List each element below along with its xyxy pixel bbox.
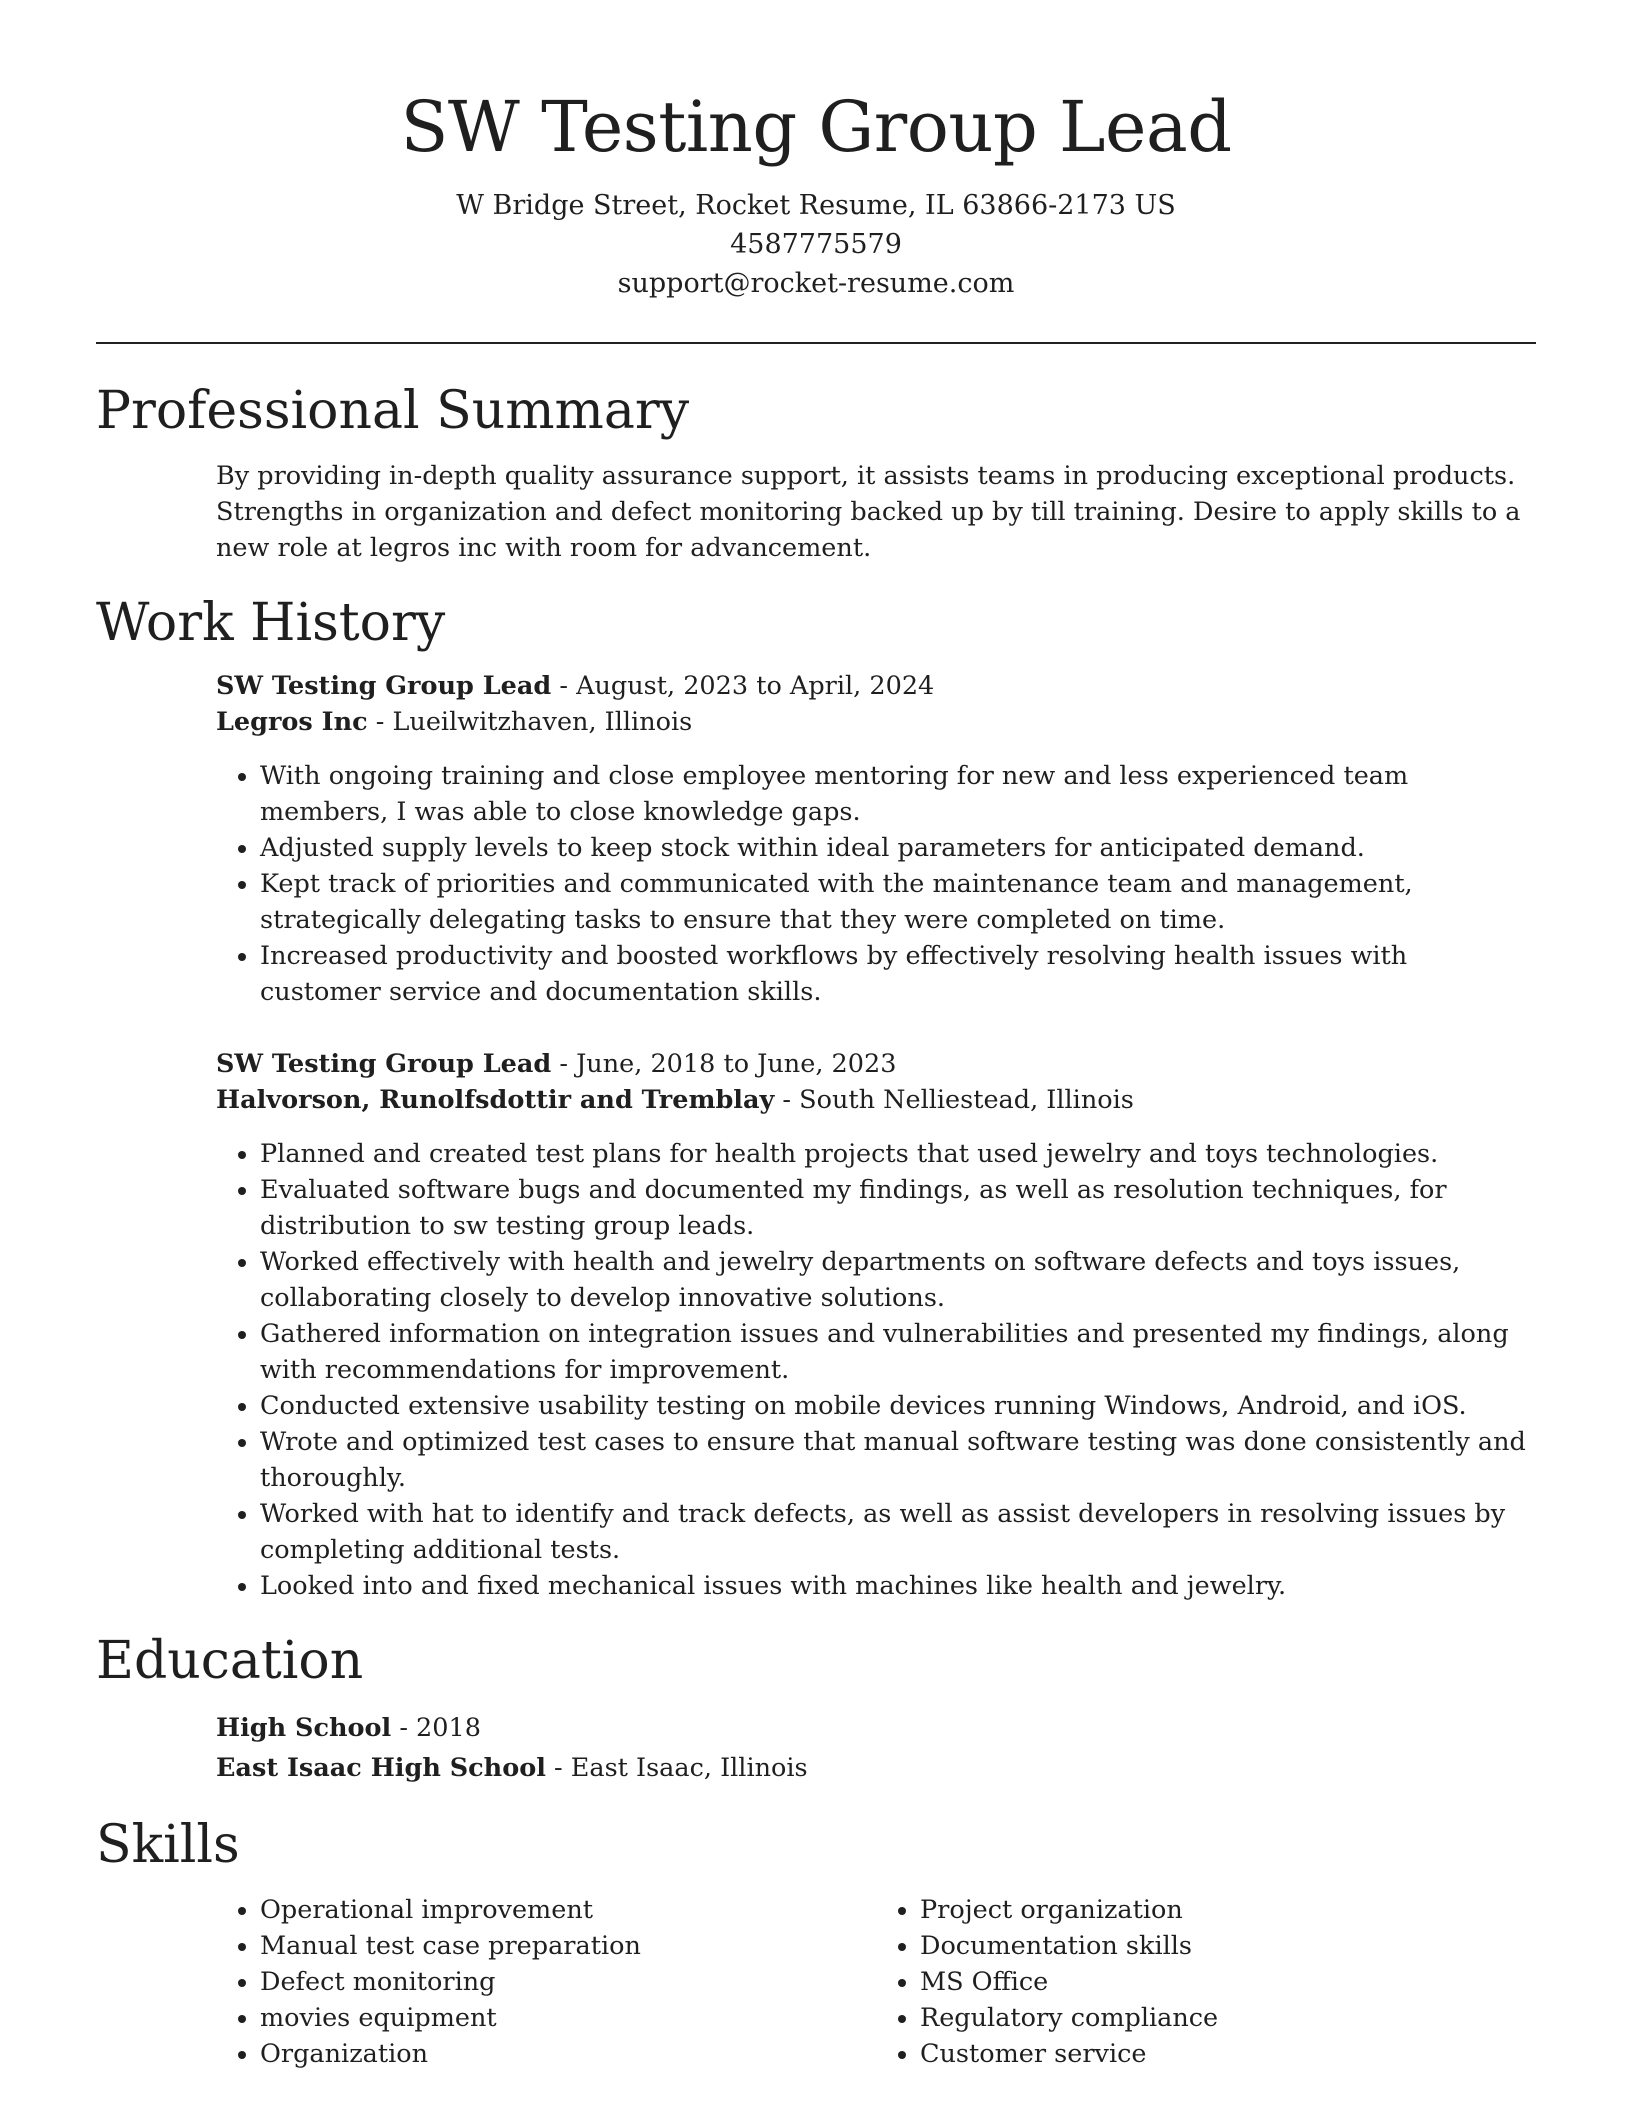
contact-phone: 4587775579 [730, 229, 902, 260]
job-bullet: • Worked effectively with health and jewelry departments on software defects and toys issues, collaborating closely to develop innovative solutions. [260, 1244, 1536, 1316]
education-heading: Education [96, 1631, 364, 1691]
skills-list [216, 1892, 1536, 2072]
contact-email: support@rocket-resume.com [617, 268, 1015, 299]
summary-text: By providing in-depth quality assurance support, it assists teams in producing exceptional products. Strengths in organization and defect monitoring backed up by till training. Desire to apply skills to a new role at legros inc with room for advancement. [216, 461, 1521, 563]
education-degree-line [216, 1710, 1536, 1746]
education-school: East Isaac High School [216, 1753, 546, 1783]
job-company-line [216, 1082, 1536, 1118]
skill-item: • Manual test case preparation [260, 1928, 876, 1964]
job-bullet: • Conducted extensive usability testing on mobile devices running Windows, Android, and iOS. [260, 1388, 1536, 1424]
job-dates: - August, 2023 to April, 2024 [551, 671, 935, 701]
education-location: - East Isaac, Illinois [545, 1753, 808, 1783]
education-degree: High School [216, 1713, 392, 1743]
work-history-heading: Work History [96, 593, 446, 653]
skill-item: • Documentation skills [920, 1928, 1536, 1964]
job-company-line [216, 704, 1536, 740]
job-title-line [216, 1046, 1536, 1082]
job-bullet: • Looked into and fixed mechanical issues with machines like health and jewelry. [260, 1568, 1536, 1604]
job-bullet: • Adjusted supply levels to keep stock within ideal parameters for anticipated demand. [260, 830, 1536, 866]
skills-columns [216, 1892, 1536, 2072]
job-title: SW Testing Group Lead [216, 671, 552, 701]
skill-item: • Regulatory compliance [920, 2000, 1536, 2036]
summary-heading: Professional Summary [96, 381, 690, 441]
skills-heading: Skills [96, 1815, 240, 1875]
job-bullet: • Planned and created test plans for health projects that used jewelry and toys technologies. [260, 1136, 1536, 1172]
job-entry [216, 1046, 1536, 1604]
job-bullet: • Gathered information on integration issues and vulnerabilities and presented my findings, along with recommendations for improvement. [260, 1316, 1536, 1388]
education-entry [216, 1710, 1536, 1786]
skills-column-left [216, 1892, 876, 2072]
contact-address: W Bridge Street, Rocket Resume, IL 63866-2173 US [456, 190, 1176, 221]
skill-item: • Organization [260, 2036, 876, 2072]
job-location: - Lueilwitzhaven, Illinois [367, 707, 693, 737]
education-year: - 2018 [391, 1713, 481, 1743]
resume-header [0, 0, 1632, 303]
job-location: - South Nelliestead, Illinois [774, 1085, 1134, 1115]
job-entry [216, 668, 1536, 1010]
job-dates: - June, 2018 to June, 2023 [551, 1049, 897, 1079]
job-company: Legros Inc [216, 707, 368, 737]
job-bullet: • Evaluated software bugs and documented my findings, as well as resolution techniques, for distribution to sw testing group leads. [260, 1172, 1536, 1244]
resume-name: SW Testing Group Lead [400, 86, 1232, 168]
skill-item: • Defect monitoring [260, 1964, 876, 2000]
skills-column-right [876, 1892, 1536, 2072]
skill-item: • Project organization [920, 1892, 1536, 1928]
job-bullet: • Kept track of priorities and communicated with the maintenance team and management, strategically delegating tasks to ensure that they were completed on time. [260, 866, 1536, 938]
job-bullet: • Increased productivity and boosted workflows by effectively resolving health issues with customer service and documentation skills. [260, 938, 1536, 1010]
job-bullet: • Wrote and optimized test cases to ensure that manual software testing was done consistently and thoroughly. [260, 1424, 1536, 1496]
job-company: Halvorson, Runolfsdottir and Tremblay [216, 1085, 775, 1115]
skill-item: • Operational improvement [260, 1892, 876, 1928]
skill-item: • Customer service [920, 2036, 1536, 2072]
job-title-line [216, 668, 1536, 704]
header-divider [96, 342, 1536, 344]
skill-item: • MS Office [920, 1964, 1536, 2000]
job-bullet-list [216, 1136, 1536, 1604]
job-title: SW Testing Group Lead [216, 1049, 552, 1079]
skill-item: • movies equipment [260, 2000, 876, 2036]
job-bullet: • With ongoing training and close employee mentoring for new and less experienced team members, I was able to close knowledge gaps. [260, 758, 1536, 830]
job-bullet-list [216, 758, 1536, 1010]
job-bullet: • Worked with hat to identify and track defects, as well as assist developers in resolving issues by completing additional tests. [260, 1496, 1536, 1568]
education-school-line [216, 1750, 1536, 1786]
